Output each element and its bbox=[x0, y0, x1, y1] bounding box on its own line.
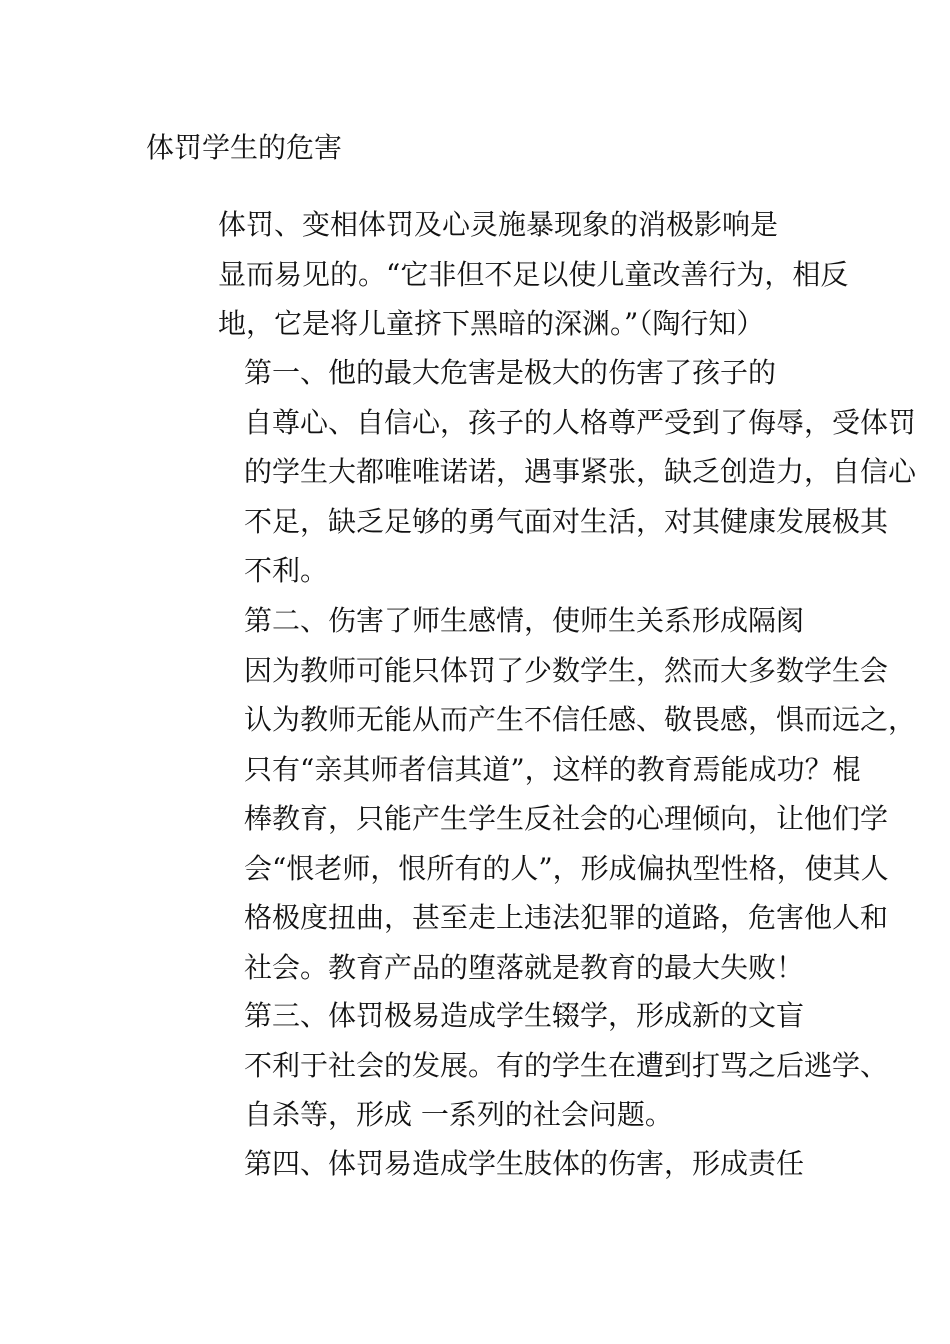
paragraph-4 bbox=[146, 991, 889, 1140]
paragraph-line: 地，它是将儿童挤下黑暗的深渊。”（陶行知） bbox=[218, 307, 765, 340]
paragraph-2 bbox=[146, 348, 917, 596]
paragraph-line: 的学生大都唯唯诺诺，遇事紧张，缺乏创造力，自信心 bbox=[244, 455, 917, 488]
paragraph-line: 自杀等，形成 一系列的社会问题。 bbox=[244, 1098, 673, 1131]
paragraph-line: 不足，缺乏足够的勇气面对生活，对其健康发展极其 bbox=[244, 504, 889, 538]
paragraph-line: 显而易见的。“它非但不足以使儿童改善行为，相反 bbox=[218, 257, 849, 291]
paragraph-line: 第一、他的最大危害是极大的伤害了孩子的 bbox=[244, 356, 777, 389]
paragraph-line: 第四、体罚易造成学生肢体的伤害，形成责任 bbox=[244, 1147, 805, 1180]
paragraph-5 bbox=[146, 1139, 806, 1189]
paragraph-line: 格极度扭曲，甚至走上违法犯罪的道路，危害他人和 bbox=[244, 901, 889, 934]
paragraph-line: 自尊心、自信心，孩子的人格尊严受到了侮辱，受体罚 bbox=[244, 405, 917, 439]
paragraph-line: 因为教师可能只体罚了少数学生，然而大多数学生会 bbox=[244, 653, 889, 687]
paragraph-line: 体罚、变相体罚及心灵施暴现象的消极影响是 bbox=[218, 208, 779, 241]
paragraph-line: 会“恨老师，恨所有的人”，形成偏执型性格，使其人 bbox=[244, 851, 889, 885]
paragraph-3 bbox=[146, 596, 917, 992]
paragraph-line: 棒教育，只能产生学生反社会的心理倾向，让他们学 bbox=[244, 802, 889, 835]
document-title: 体罚学生的危害 bbox=[146, 131, 343, 164]
paragraph-line: 不利。 bbox=[244, 554, 329, 587]
paragraph-line: 认为教师无能从而产生不信任感、敬畏感，惧而远之， bbox=[244, 703, 917, 736]
paragraph-line: 第二、伤害了师生感情，使师生关系形成隔阂 bbox=[244, 604, 805, 637]
paragraph-line: 社会。教育产品的堕落就是教育的最大失败！ bbox=[244, 950, 805, 984]
paragraph-line: 第三、体罚极易造成学生辍学，形成新的文盲 bbox=[244, 999, 805, 1032]
paragraph-line: 只有“亲其师者信其道”，这样的教育焉能成功？棍 bbox=[244, 752, 861, 786]
paragraph-1 bbox=[146, 200, 849, 349]
paragraph-line: 不利于社会的发展。有的学生在遭到打骂之后逃学、 bbox=[244, 1048, 889, 1082]
